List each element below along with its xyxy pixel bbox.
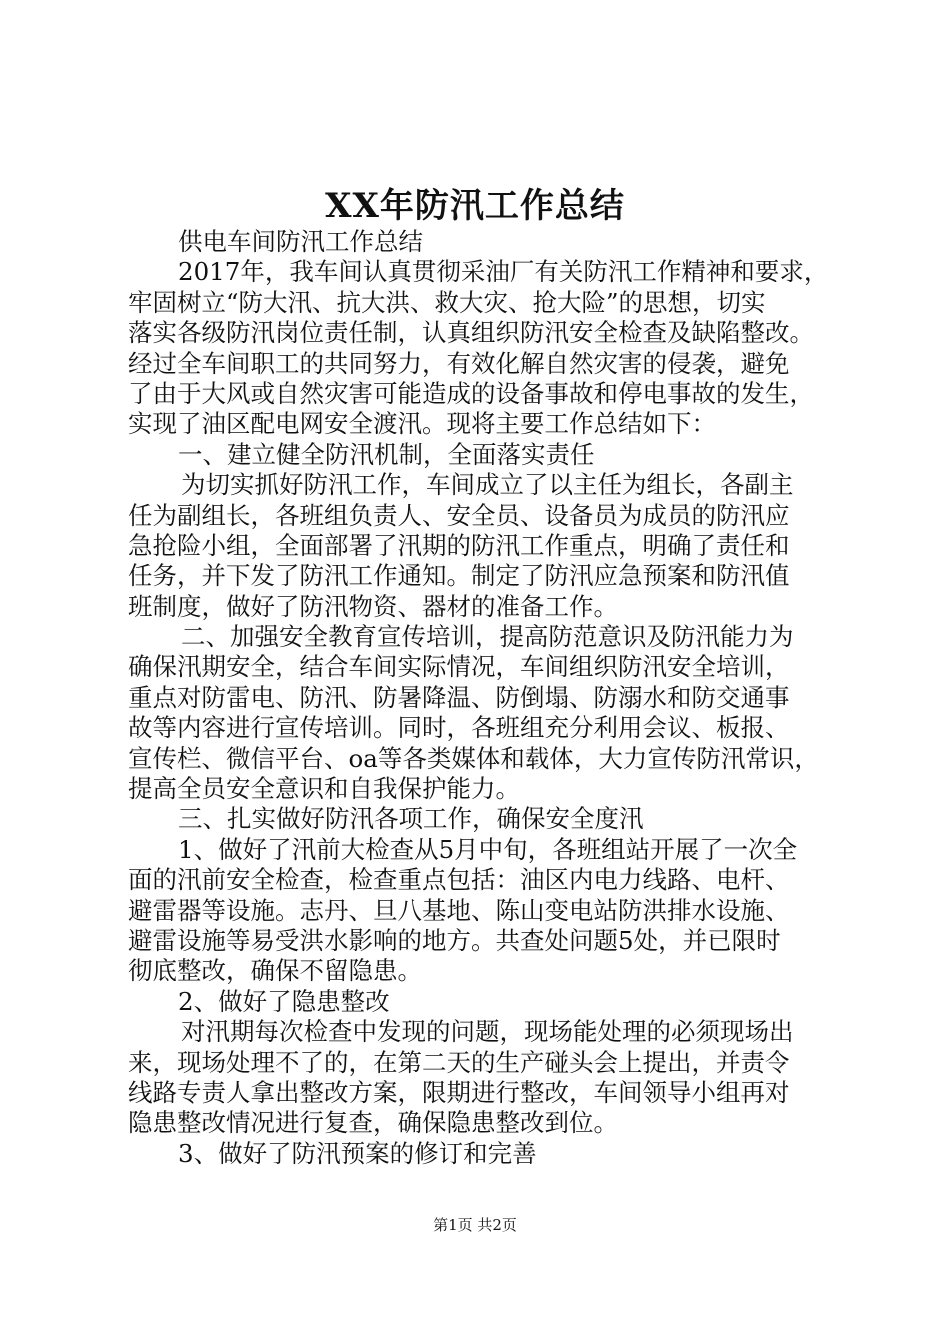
paragraph-line: 故等内容进行宣传培训。同时，各班组充分利用会议、板报、 [128,713,790,743]
paragraph-line: 避雷器等设施。志丹、旦八基地、陈山变电站防洪排水设施、 [128,895,790,925]
paragraph-line: 经过全车间职工的共同努力，有效化解自然灾害的侵袭，避免 [128,348,790,378]
subsection-heading: 3、做好了防汛预案的修订和完善 [178,1138,537,1168]
paragraph-line: 重点对防雷电、防汛、防暑降温、防倒塌、防溺水和防交通事 [128,682,790,712]
paragraph-line: 提高全员安全意识和自我保护能力。 [128,774,520,804]
paragraph-line: 实现了油区配电网安全渡汛。现将主要工作总结如下： [128,409,716,439]
paragraph-line: 任务，并下发了防汛工作通知。制定了防汛应急预案和防汛值 [128,561,790,591]
section-heading: 三、扎实做好防汛各项工作，确保安全度汛 [178,804,644,834]
paragraph-line: 为切实抓好防汛工作，车间成立了以主任为组长，各副主 [181,470,794,500]
paragraph-line: 牢固树立“防大汛、抗大洪、救大灾、抢大险”的思想，切实 [128,287,766,317]
paragraph-line: 隐患整改情况进行复查，确保隐患整改到位。 [128,1108,618,1138]
section-heading: 一、建立健全防汛机制，全面落实责任 [178,439,595,469]
subsection-line: 1、做好了汛前大检查从5月中旬，各班组站开展了一次全 [178,834,798,864]
paragraph-line: 班制度，做好了防汛物资、器材的准备工作。 [128,591,618,621]
paragraph-line: 对汛期每次检查中发现的问题，现场能处理的必须现场出 [181,1017,794,1047]
paragraph-line: 落实各级防汛岗位责任制，认真组织防汛安全检查及缺陷整改。 [128,318,814,348]
paragraph-line: 2017年，我车间认真贯彻采油厂有关防汛工作精神和要求， [178,257,829,287]
paragraph-line: 面的汛前安全检查，检查重点包括：油区内电力线路、电杆、 [128,865,790,895]
paragraph-line: 急抢险小组，全面部署了汛期的防汛工作重点，明确了责任和 [128,530,790,560]
paragraph-line: 彻底整改，确保不留隐患。 [128,956,422,986]
paragraph-line: 任为副组长，各班组负责人、安全员、设备员为成员的防汛应 [128,500,790,530]
subsection-heading: 2、做好了隐患整改 [178,986,390,1016]
paragraph-line: 避雷设施等易受洪水影响的地方。共查处问题5处，并已限时 [128,925,781,955]
paragraph-line: 确保汛期安全，结合车间实际情况，车间组织防汛安全培训， [128,652,790,682]
page-number: 第1页 共2页 [433,1216,517,1234]
paragraph-line: 了由于大风或自然灾害可能造成的设备事故和停电事故的发生， [128,378,814,408]
paragraph-line: 来，现场处理不了的，在第二天的生产碰头会上提出，并责令 [128,1047,790,1077]
section-heading: 二、加强安全教育宣传培训，提高防范意识及防汛能力为 [181,622,794,652]
subtitle-line: 供电车间防汛工作总结 [178,227,423,256]
document-body [128,227,834,1169]
paragraph-line: 宣传栏、微信平台、oa等各类媒体和载体，大力宣传防汛常识， [128,743,819,773]
document-title: XX年防汛工作总结 [325,186,625,226]
paragraph-line: 线路专责人拿出整改方案，限期进行整改，车间领导小组再对 [128,1077,790,1107]
